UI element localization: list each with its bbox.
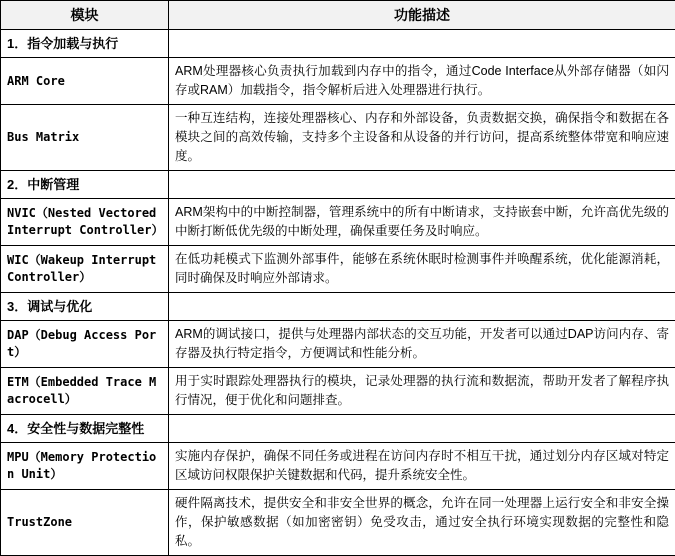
module-description: ARM架构中的中断控制器，管理系统中的所有中断请求，支持嵌套中断，允许高优先级的中断打断低优先级的中断处理，确保重要任务及时响应。 [169, 199, 675, 246]
table-row [1, 443, 675, 490]
section-description [169, 293, 675, 321]
section-title: 4．安全性与数据完整性 [1, 415, 169, 443]
table-row [1, 490, 675, 556]
module-name: MPU（Memory Protection Unit） [1, 443, 169, 490]
table-row [1, 368, 675, 415]
column-header-module: 模块 [1, 1, 169, 30]
module-name: DAP（Debug Access Port） [1, 321, 169, 368]
module-name: NVIC（Nested Vectored Interrupt Controller） [1, 199, 169, 246]
section-title: 3．调试与优化 [1, 293, 169, 321]
table-row [1, 105, 675, 171]
module-name: ETM（Embedded Trace Macrocell） [1, 368, 169, 415]
table-row [1, 58, 675, 105]
module-description: 在低功耗模式下监测外部事件，能够在系统休眠时检测事件并唤醒系统，优化能源消耗，同时确保及时响应外部请求。 [169, 246, 675, 293]
table-row [1, 321, 675, 368]
module-description: 实施内存保护，确保不同任务或进程在访问内存时不相互干扰，通过划分内存区域对特定区域访问权限保护关键数据和代码，提升系统安全性。 [169, 443, 675, 490]
section-description [169, 171, 675, 199]
module-name: TrustZone [1, 490, 169, 556]
module-name: WIC（Wakeup Interrupt Controller） [1, 246, 169, 293]
section-description [169, 30, 675, 58]
table-section-row [1, 171, 675, 199]
module-description: ARM的调试接口，提供与处理器内部状态的交互功能，开发者可以通过DAP访问内存、寄存器及执行特定指令，方便调试和性能分析。 [169, 321, 675, 368]
table-section-row [1, 30, 675, 58]
module-description: 用于实时跟踪处理器执行的模块，记录处理器的执行流和数据流，帮助开发者了解程序执行情况，便于优化和问题排查。 [169, 368, 675, 415]
table-section-row [1, 415, 675, 443]
module-description: 一种互连结构，连接处理器核心、内存和外部设备，负责数据交换，确保指令和数据在各模块之间的高效传输，支持多个主设备和从设备的并行访问，提高系统整体带宽和响应速度。 [169, 105, 675, 171]
module-description: 硬件隔离技术，提供安全和非安全世界的概念，允许在同一处理器上运行安全和非安全操作，保护敏感数据（如加密密钥）免受攻击，通过安全执行环境实现数据的完整性和隐私。 [169, 490, 675, 556]
table-row [1, 246, 675, 293]
column-header-description: 功能描述 [169, 1, 675, 30]
module-name: Bus Matrix [1, 105, 169, 171]
table-section-row [1, 293, 675, 321]
section-title: 1．指令加载与执行 [1, 30, 169, 58]
module-description: ARM处理器核心负责执行加载到内存中的指令，通过Code Interface从外部存储器（如闪存或RAM）加载指令，指令解析后进入处理器进行执行。 [169, 58, 675, 105]
table-body [1, 30, 675, 556]
table-header [1, 1, 675, 30]
table-row [1, 199, 675, 246]
section-title: 2．中断管理 [1, 171, 169, 199]
table-header-row [1, 1, 675, 30]
module-name: ARM Core [1, 58, 169, 105]
section-description [169, 415, 675, 443]
